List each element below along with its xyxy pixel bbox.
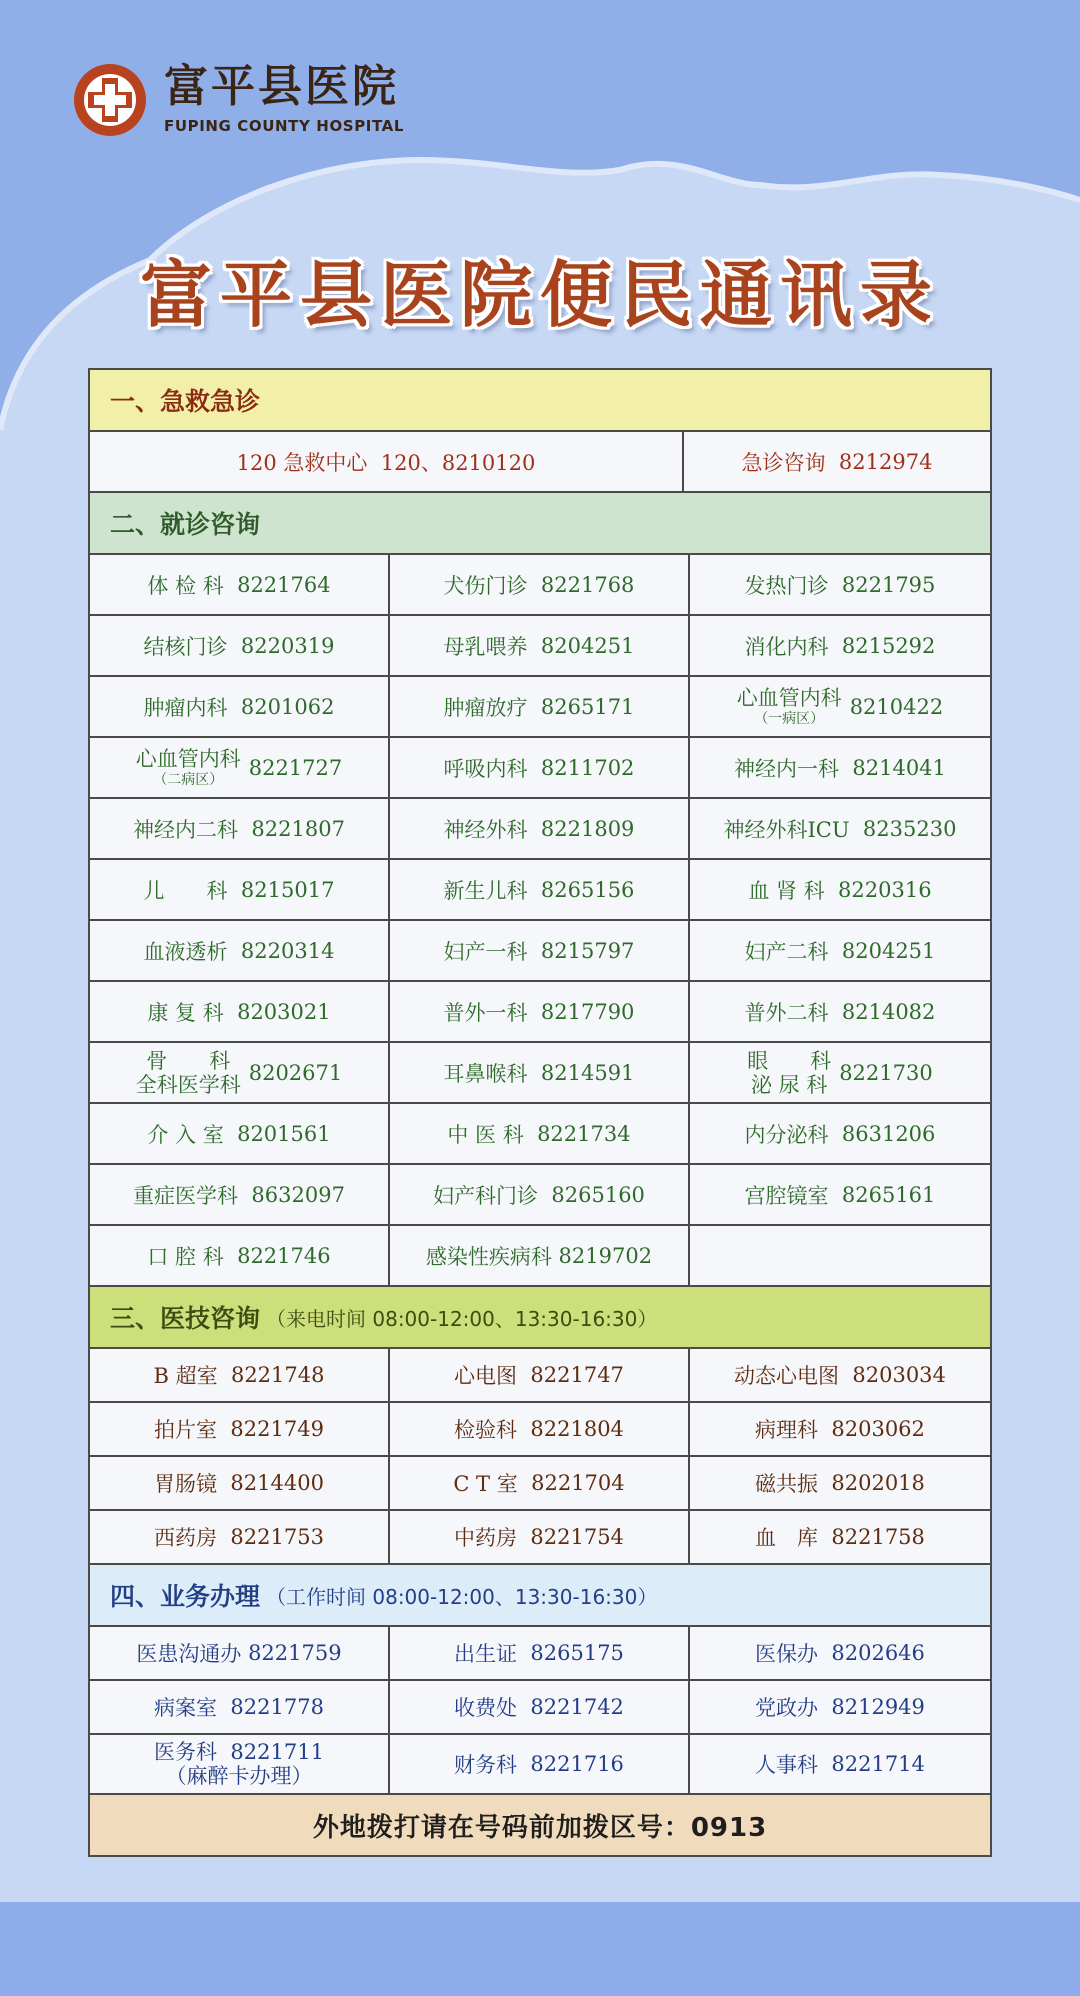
phone-number: 8221747 — [530, 1363, 624, 1387]
area-code-note: 外地拨打请在号码前加拨区号：0913 — [90, 1795, 990, 1855]
department-name: 心血管内科 — [736, 685, 842, 710]
phone-number: 8221754 — [530, 1525, 624, 1549]
department-name: 犬伤门诊 — [443, 573, 528, 598]
department-name: B 超室 — [153, 1364, 218, 1388]
department-name: 神经内二科 — [133, 817, 239, 842]
department-name: 病理科 — [755, 1418, 819, 1442]
table-cell — [690, 799, 990, 858]
department-name: 党政办 — [755, 1696, 819, 1720]
table-cell — [690, 616, 990, 675]
section-title: 一、急救急诊 — [110, 387, 261, 416]
phone-number: 8211702 — [540, 755, 635, 780]
department-name: 妇产科门诊 — [433, 1183, 539, 1208]
phone-number: 8202646 — [831, 1641, 925, 1665]
table-cell — [690, 982, 990, 1041]
department-name: 医保办 — [755, 1642, 819, 1666]
phone-number: 8265171 — [540, 694, 635, 719]
section-title: 二、就诊咨询 — [110, 510, 261, 539]
table-cell — [90, 1349, 390, 1401]
table-cell — [90, 799, 390, 858]
section-hours-note: （工作时间 08:00-12:00、13:30-16:30） — [266, 1584, 658, 1609]
table-row — [90, 1403, 990, 1457]
table-cell — [390, 1349, 690, 1401]
table-cell — [90, 616, 390, 675]
phone-number: 8221753 — [230, 1525, 324, 1549]
department-name: 磁共振 — [755, 1472, 819, 1496]
table-cell — [690, 1104, 990, 1163]
department-name: 口 腔 科 — [147, 1244, 224, 1269]
department-name: 眼 科 — [747, 1048, 832, 1073]
phone-number: 8235230 — [862, 816, 957, 841]
phone-number: 8221749 — [230, 1417, 324, 1441]
department-name: 检验科 — [454, 1418, 518, 1442]
department-name: 儿 科 — [143, 878, 228, 903]
page-title: 富平县医院便民通讯录 — [139, 252, 940, 337]
section-header-medical-tech — [90, 1287, 990, 1349]
table-cell — [690, 1403, 990, 1455]
table-cell — [690, 738, 990, 797]
table-row — [90, 1226, 990, 1287]
phone-number: 8212974 — [838, 449, 933, 474]
phone-number: 8632097 — [251, 1182, 345, 1207]
table-row — [90, 738, 990, 799]
table-row — [90, 1043, 990, 1104]
department-entry-stack — [154, 1740, 324, 1788]
table-cell — [390, 1681, 690, 1733]
department-name: 神经内一科 — [734, 756, 840, 781]
table-cell — [690, 1511, 990, 1563]
ward-label: （一病区） — [754, 710, 825, 727]
department-name: 宫腔镜室 — [744, 1183, 829, 1208]
phone-number: 8201062 — [240, 694, 335, 719]
department-name: 血 肾 科 — [748, 878, 825, 903]
table-row — [90, 982, 990, 1043]
table-cell — [90, 921, 390, 980]
table-cell — [90, 1735, 390, 1793]
phone-number: 8265175 — [530, 1641, 624, 1665]
table-cell — [690, 555, 990, 614]
table-cell — [690, 1349, 990, 1401]
department-name: 妇产二科 — [744, 939, 829, 964]
table-row — [90, 860, 990, 921]
table-row — [90, 432, 990, 493]
section-title: 三、医技咨询 — [110, 1304, 261, 1333]
table-row — [90, 1104, 990, 1165]
phone-number: 8219702 — [558, 1243, 653, 1268]
department-name: 120 急救中心 — [236, 450, 368, 475]
table-cell — [90, 982, 390, 1041]
table-cell — [390, 921, 690, 980]
table-cell — [690, 1681, 990, 1733]
service-note: （麻醉卡办理） — [165, 1764, 313, 1788]
department-name: 骨 科 — [146, 1048, 231, 1073]
table-cell — [390, 677, 690, 736]
department-name: 神经外科ICU — [723, 817, 850, 842]
department-name: 拍片室 — [154, 1418, 218, 1442]
table-cell — [684, 432, 990, 491]
table-cell — [390, 982, 690, 1041]
department-name: 出生证 — [454, 1642, 518, 1666]
table-cell — [90, 432, 684, 491]
table-cell — [390, 738, 690, 797]
section-title: 四、业务办理 — [110, 1582, 261, 1611]
department-name: 普外二科 — [744, 1000, 829, 1025]
table-cell — [690, 860, 990, 919]
department-name: 母乳喂养 — [443, 634, 528, 659]
table-cell — [90, 860, 390, 919]
phone-number: 8221714 — [831, 1752, 925, 1776]
phone-number: 120、8210120 — [380, 450, 536, 475]
phone-number: 8220319 — [240, 633, 335, 658]
phone-number: 8221764 — [237, 572, 331, 597]
table-cell — [690, 1165, 990, 1224]
table-cell — [390, 1104, 690, 1163]
table-cell — [90, 1226, 390, 1285]
phone-number: 8203062 — [831, 1417, 925, 1441]
department-name: 心血管内科 — [135, 746, 241, 771]
table-cell — [690, 1457, 990, 1509]
table-row — [90, 1681, 990, 1735]
department-name-secondary: 全科医学科 — [135, 1072, 241, 1097]
phone-number: 8214400 — [230, 1471, 324, 1495]
phone-number: 8221804 — [530, 1417, 624, 1441]
department-name: 妇产一科 — [443, 939, 528, 964]
table-cell — [90, 1104, 390, 1163]
table-cell — [90, 738, 390, 797]
department-name: 新生儿科 — [443, 878, 528, 903]
department-name: 财务科 — [454, 1753, 518, 1777]
department-name: C T 室 — [453, 1472, 518, 1496]
phone-number: 8221746 — [237, 1243, 331, 1268]
table-cell — [390, 1043, 690, 1102]
department-name: 肿瘤内科 — [143, 695, 228, 720]
ward-label: （二病区） — [153, 771, 224, 788]
department-name: 结核门诊 — [143, 634, 228, 659]
department-name: 体 检 科 — [147, 573, 224, 598]
table-cell — [690, 1043, 990, 1102]
department-name-stack — [737, 686, 842, 728]
phone-number: 8204251 — [841, 938, 936, 963]
table-cell — [690, 677, 990, 736]
table-row — [90, 799, 990, 860]
department-name: 急诊咨询 — [741, 450, 826, 475]
phone-number: 8221734 — [537, 1121, 631, 1146]
table-cell — [390, 1511, 690, 1563]
department-name: 医患沟通办 — [136, 1642, 242, 1666]
phone-number: 8220314 — [240, 938, 335, 963]
department-name: 呼吸内科 — [443, 756, 528, 781]
section-hours-note: （来电时间 08:00-12:00、13:30-16:30） — [266, 1306, 658, 1331]
phone-number: 8214082 — [841, 999, 936, 1024]
table-cell — [390, 799, 690, 858]
table-row — [90, 1165, 990, 1226]
table-row — [90, 1511, 990, 1565]
table-cell — [390, 1627, 690, 1679]
department-name: 康 复 科 — [147, 1000, 224, 1025]
department-name-secondary: 泌 尿 科 — [751, 1072, 828, 1097]
table-cell — [390, 1165, 690, 1224]
department-name-stack — [747, 1049, 831, 1097]
table-cell — [90, 1403, 390, 1455]
department-name: 心电图 — [454, 1364, 518, 1388]
logo-english-name: FUPING COUNTY HOSPITAL — [164, 117, 405, 135]
table-cell — [90, 1627, 390, 1679]
department-name: 肿瘤放疗 — [443, 695, 528, 720]
department-name: 病案室 — [154, 1696, 218, 1720]
empty-cell — [690, 1226, 990, 1285]
department-name: 医务科 — [154, 1740, 218, 1764]
phone-number: 8221730 — [839, 1060, 933, 1085]
phone-number: 8202018 — [831, 1471, 925, 1495]
table-cell — [90, 677, 390, 736]
table-cell — [390, 860, 690, 919]
table-cell — [390, 1735, 690, 1793]
phone-number: 8221716 — [530, 1752, 624, 1776]
section-header-business — [90, 1565, 990, 1627]
table-row — [90, 555, 990, 616]
phone-number: 8221748 — [230, 1363, 325, 1387]
section-header-consultation — [90, 493, 990, 555]
section-header-emergency — [90, 370, 990, 432]
table-row — [90, 1735, 990, 1795]
department-name: 血 库 — [755, 1526, 819, 1550]
table-cell — [690, 1627, 990, 1679]
table-cell — [690, 921, 990, 980]
phone-number: 8221809 — [540, 816, 635, 841]
phone-number: 8215292 — [841, 633, 936, 658]
phone-number: 8215017 — [240, 877, 335, 902]
table-cell — [90, 1165, 390, 1224]
phone-number: 8202671 — [248, 1060, 343, 1085]
phone-number: 8212949 — [831, 1695, 925, 1719]
phone-number: 8210422 — [849, 694, 944, 719]
table-cell — [90, 1511, 390, 1563]
phone-number: 8203034 — [852, 1363, 946, 1387]
table-row — [90, 616, 990, 677]
table-cell — [390, 616, 690, 675]
department-name: 消化内科 — [744, 634, 829, 659]
department-name: 发热门诊 — [744, 573, 829, 598]
table-cell — [390, 1403, 690, 1455]
phone-number: 8201561 — [237, 1121, 331, 1146]
department-name-stack — [136, 1049, 241, 1097]
table-cell — [90, 1457, 390, 1509]
department-name: 神经外科 — [443, 817, 528, 842]
phone-number: 8265160 — [551, 1182, 645, 1207]
table-cell — [390, 1226, 690, 1285]
table-cell — [390, 1457, 690, 1509]
phone-number: 8631206 — [841, 1121, 936, 1146]
table-row — [90, 1627, 990, 1681]
table-cell — [90, 1043, 390, 1102]
phone-number: 8265161 — [841, 1182, 936, 1207]
phone-number: 8214591 — [540, 1060, 635, 1085]
phone-number: 8204251 — [540, 633, 635, 658]
phone-number: 8221704 — [531, 1471, 625, 1495]
department-name-stack — [136, 747, 241, 789]
phone-number: 8221778 — [230, 1695, 324, 1719]
phone-number: 8221758 — [831, 1525, 925, 1549]
phone-number: 8221768 — [540, 572, 635, 597]
department-name: 收费处 — [454, 1696, 518, 1720]
phone-number: 8214041 — [852, 755, 946, 780]
phone-number: 8215797 — [540, 938, 635, 963]
table-row — [90, 677, 990, 738]
department-name: 中 医 科 — [447, 1122, 524, 1147]
phone-number: 8221807 — [251, 816, 345, 841]
department-name: 胃肠镜 — [154, 1472, 218, 1496]
department-name: 内分泌科 — [744, 1122, 829, 1147]
phone-number: 8265156 — [540, 877, 635, 902]
table-cell — [90, 555, 390, 614]
department-name: 西药房 — [154, 1526, 218, 1550]
phone-number: 8217790 — [540, 999, 635, 1024]
department-name: 感染性疾病科 — [425, 1244, 552, 1269]
phone-directory-table — [88, 368, 992, 1857]
phone-number: 8220316 — [838, 877, 932, 902]
phone-number: 8221711 — [230, 1740, 324, 1764]
hospital-cross-icon — [72, 62, 148, 138]
logo-name: 富平县医院 — [164, 61, 399, 112]
phone-number: 8221727 — [248, 755, 343, 780]
table-row — [90, 921, 990, 982]
table-cell — [390, 555, 690, 614]
table-cell — [90, 1681, 390, 1733]
phone-number: 8221795 — [841, 572, 936, 597]
department-name: 人事科 — [755, 1753, 819, 1777]
phone-number: 8221759 — [248, 1641, 342, 1665]
department-name: 普外一科 — [443, 1000, 528, 1025]
department-name: 中药房 — [454, 1526, 518, 1550]
department-name: 动态心电图 — [734, 1364, 840, 1388]
department-name: 介 入 室 — [147, 1122, 224, 1147]
phone-number: 8203021 — [237, 999, 331, 1024]
department-name: 耳鼻喉科 — [443, 1061, 528, 1086]
table-cell — [690, 1735, 990, 1793]
table-row — [90, 1349, 990, 1403]
phone-number: 8221742 — [530, 1695, 624, 1719]
department-name: 重症医学科 — [133, 1183, 239, 1208]
department-name: 血液透析 — [143, 939, 228, 964]
table-row — [90, 1457, 990, 1511]
